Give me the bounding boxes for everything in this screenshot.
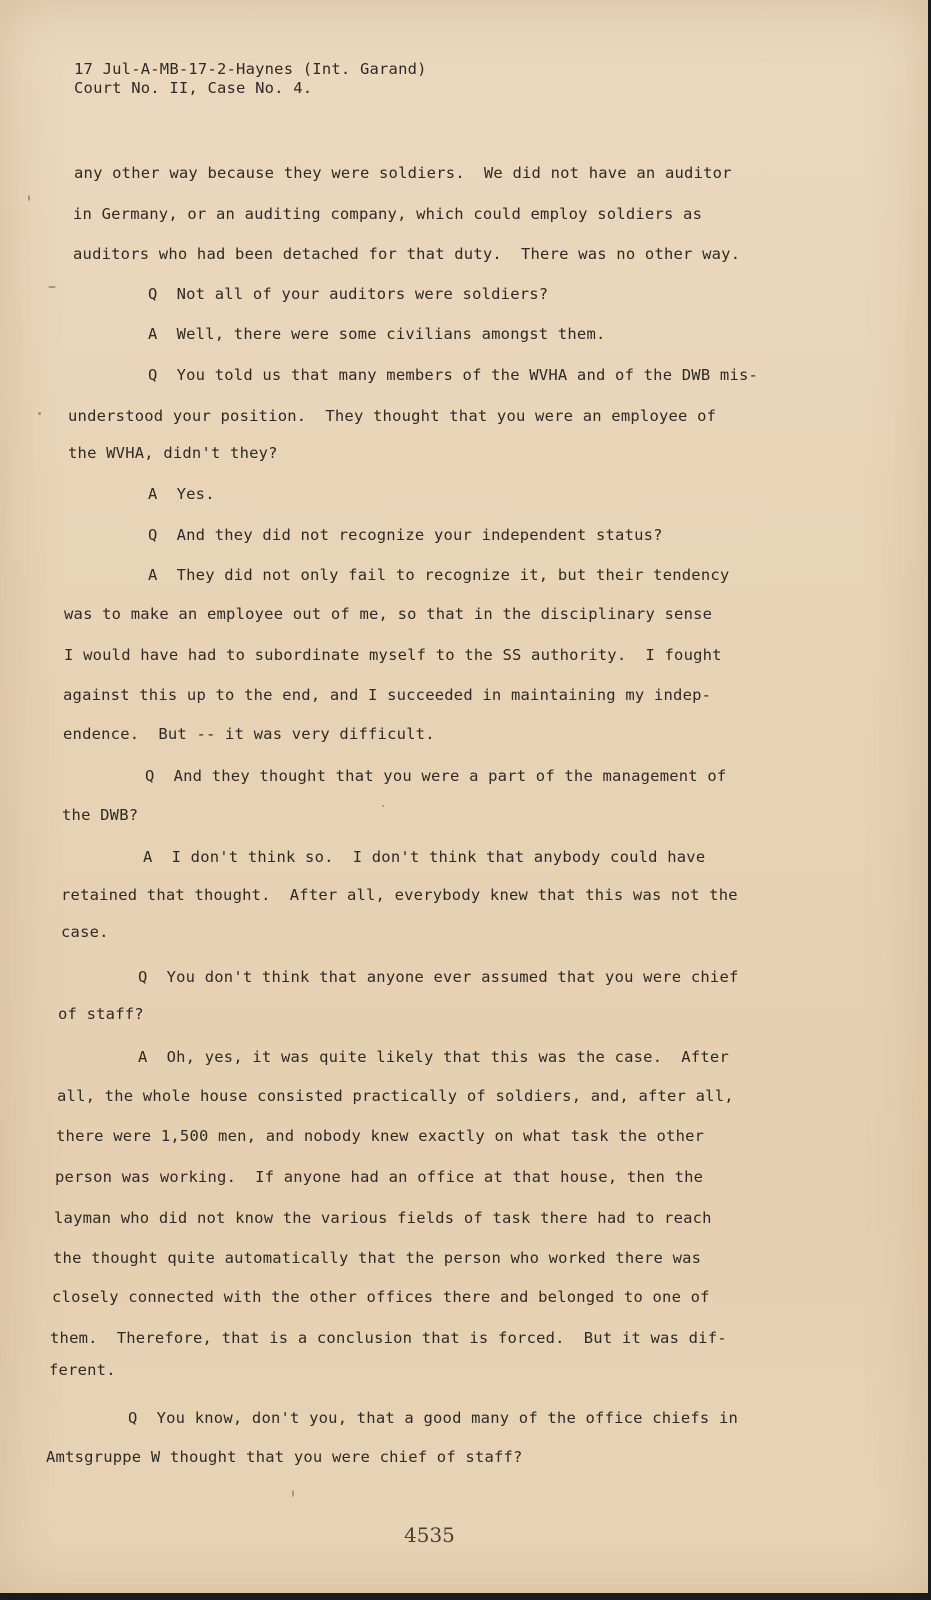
text-line-13: I would have had to subordinate myself to the SS authority. I fought: [64, 646, 722, 664]
text-line-18: A I don't think so. I don't think that anybody could have: [143, 848, 706, 866]
paper-speck: [38, 412, 41, 415]
text-line-15: endence. But -- it was very difficult.: [63, 725, 435, 743]
text-line-10: Q And they did not recognize your independent status?: [148, 526, 663, 544]
text-line-19: retained that thought. After all, everybody knew that this was not the: [61, 886, 738, 904]
text-line-30: them. Therefore, that is a conclusion that is forced. But it was dif-: [50, 1329, 727, 1347]
text-line-1: any other way because they were soldiers. We did not have an auditor: [74, 164, 732, 182]
text-line-16: Q And they thought that you were a part of the management of: [145, 767, 727, 785]
text-line-11: A They did not only fail to recognize it, but their tendency: [148, 566, 730, 584]
text-line-24: all, the whole house consisted practically of soldiers, and, after all,: [57, 1087, 734, 1105]
text-line-22: of staff?: [58, 1005, 144, 1023]
text-line-9: A Yes.: [148, 485, 215, 503]
text-line-8: the WVHA, didn't they?: [68, 444, 278, 462]
text-line-17: the DWB?: [62, 806, 139, 824]
text-line-14: against this up to the end, and I succeeded in maintaining my indep-: [63, 686, 712, 704]
scan-edge: [0, 1593, 931, 1600]
text-line-27: layman who did not know the various fields of task there had to reach: [54, 1209, 712, 1227]
text-line-28: the thought quite automatically that the person who worked there was: [53, 1249, 702, 1267]
paper-speck: [28, 195, 30, 201]
text-line-3: auditors who had been detached for that duty. There was no other way.: [73, 245, 741, 263]
text-line-31: ferent.: [49, 1361, 116, 1379]
text-line-5: A Well, there were some civilians amongst them.: [148, 325, 606, 343]
text-line-20: case.: [61, 923, 109, 941]
header-line-1: 17 Jul-A-MB-17-2-Haynes (Int. Garand): [74, 60, 427, 78]
text-line-26: person was working. If anyone had an office at that house, then the: [55, 1168, 704, 1186]
paper-speck: [292, 1490, 294, 1497]
text-line-2: in Germany, or an auditing company, which could employ soldiers as: [73, 205, 703, 223]
text-line-12: was to make an employee out of me, so that in the disciplinary sense: [64, 605, 713, 623]
text-line-6: Q You told us that many members of the WVHA and of the DWB mis-: [148, 366, 759, 384]
text-line-4: Q Not all of your auditors were soldiers?: [148, 285, 549, 303]
text-line-25: there were 1,500 men, and nobody knew exactly on what task the other: [56, 1127, 705, 1145]
page-number: 4535: [404, 1523, 455, 1547]
paper-speck: [48, 286, 56, 288]
text-line-29: closely connected with the other offices there and belonged to one of: [52, 1288, 710, 1306]
text-line-21: Q You don't think that anyone ever assumed that you were chief: [138, 968, 739, 986]
header-line-2: Court No. II, Case No. 4.: [74, 79, 313, 97]
text-line-32: Q You know, don't you, that a good many of the office chiefs in: [128, 1409, 739, 1427]
paper-speck: [382, 805, 384, 807]
text-line-7: understood your position. They thought that you were an employee of: [68, 407, 717, 425]
text-line-23: A Oh, yes, it was quite likely that this was the case. After: [138, 1048, 729, 1066]
text-line-33: Amtsgruppe W thought that you were chief of staff?: [46, 1448, 523, 1466]
